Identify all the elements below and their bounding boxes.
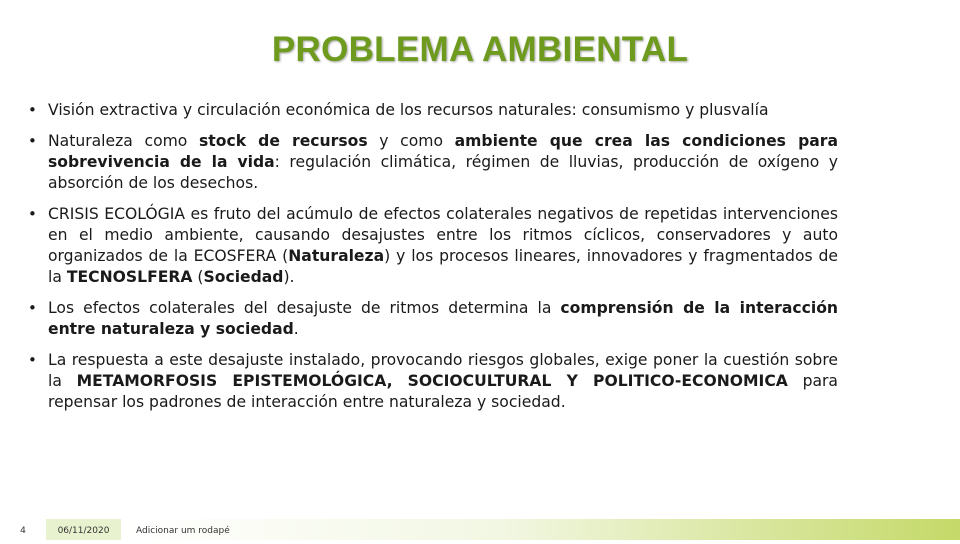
text-run: ). [283, 268, 295, 286]
text-run: Naturaleza como [48, 132, 199, 150]
footer-date: 06/11/2020 [46, 519, 121, 540]
slide-title: PROBLEMA AMBIENTAL [271, 30, 689, 69]
text-run: Los efectos colaterales del desajuste de ritmos determina la [48, 299, 561, 317]
text-run: CRISIS ECOLÓGIA es fruto del acúmulo de efectos colaterales negativos de repetidas intervenciones en el medio ambiente, causando desajustes entre los ritmos cíclicos, conservadores y auto organizados de la ECOSFERA ( [48, 205, 838, 265]
text-run: La respuesta a este desajuste instalado, provocando riesgos globales, exige poner la cuestión sobre la [48, 351, 838, 390]
text-run: y como [367, 132, 455, 150]
bullet-text [48, 299, 838, 338]
bold-text-run: stock de recursos [199, 132, 368, 150]
text-run: para repensar los padrones de interacción entre naturaleza y sociedad. [48, 372, 838, 411]
bullet-list [26, 100, 838, 423]
bullet-text [48, 351, 838, 411]
text-run: . [293, 320, 299, 338]
bullet-text [48, 132, 838, 192]
footer-text[interactable]: Adicionar um rodapé [126, 519, 960, 540]
bullet-dot-icon: • [28, 101, 37, 119]
bullet-item [26, 204, 838, 288]
bold-text-run: ambiente que crea las condiciones para sobrevivencia de la vida [48, 132, 838, 171]
bullet-item [26, 100, 838, 121]
bullet-item [26, 298, 838, 340]
bold-text-run: METAMORFOSIS EPISTEMOLÓGICA, SOCIOCULTURAL Y POLITICO-ECONOMICA [76, 372, 788, 390]
slide-number: 4 [0, 519, 46, 540]
bold-text-run: TECNOSLFERA [66, 268, 193, 286]
bullet-dot-icon: • [28, 205, 37, 223]
bullet-dot-icon: • [28, 132, 37, 150]
text-run: ( [192, 268, 204, 286]
bullet-dot-icon: • [28, 351, 37, 369]
text-run: ) y los procesos lineares, innovadores y fragmentados de la [48, 247, 838, 286]
bold-text-run: Sociedad [203, 268, 284, 286]
bold-text-run: comprensión de la interacción entre naturaleza y sociedad [48, 299, 839, 338]
bold-text-run: Naturaleza [288, 247, 385, 265]
text-run: : regulación climática, régimen de lluvias, producción de oxígeno y absorción de los desechos. [48, 153, 838, 192]
bullet-text [48, 101, 769, 119]
bullet-text [48, 205, 838, 286]
bullet-dot-icon: • [28, 299, 37, 317]
bullet-item [26, 131, 838, 194]
slide-footer [0, 519, 960, 540]
bullet-item [26, 350, 838, 413]
text-run: Visión extractiva y circulación económica de los recursos naturales: consumismo y plusvalía [48, 101, 769, 119]
